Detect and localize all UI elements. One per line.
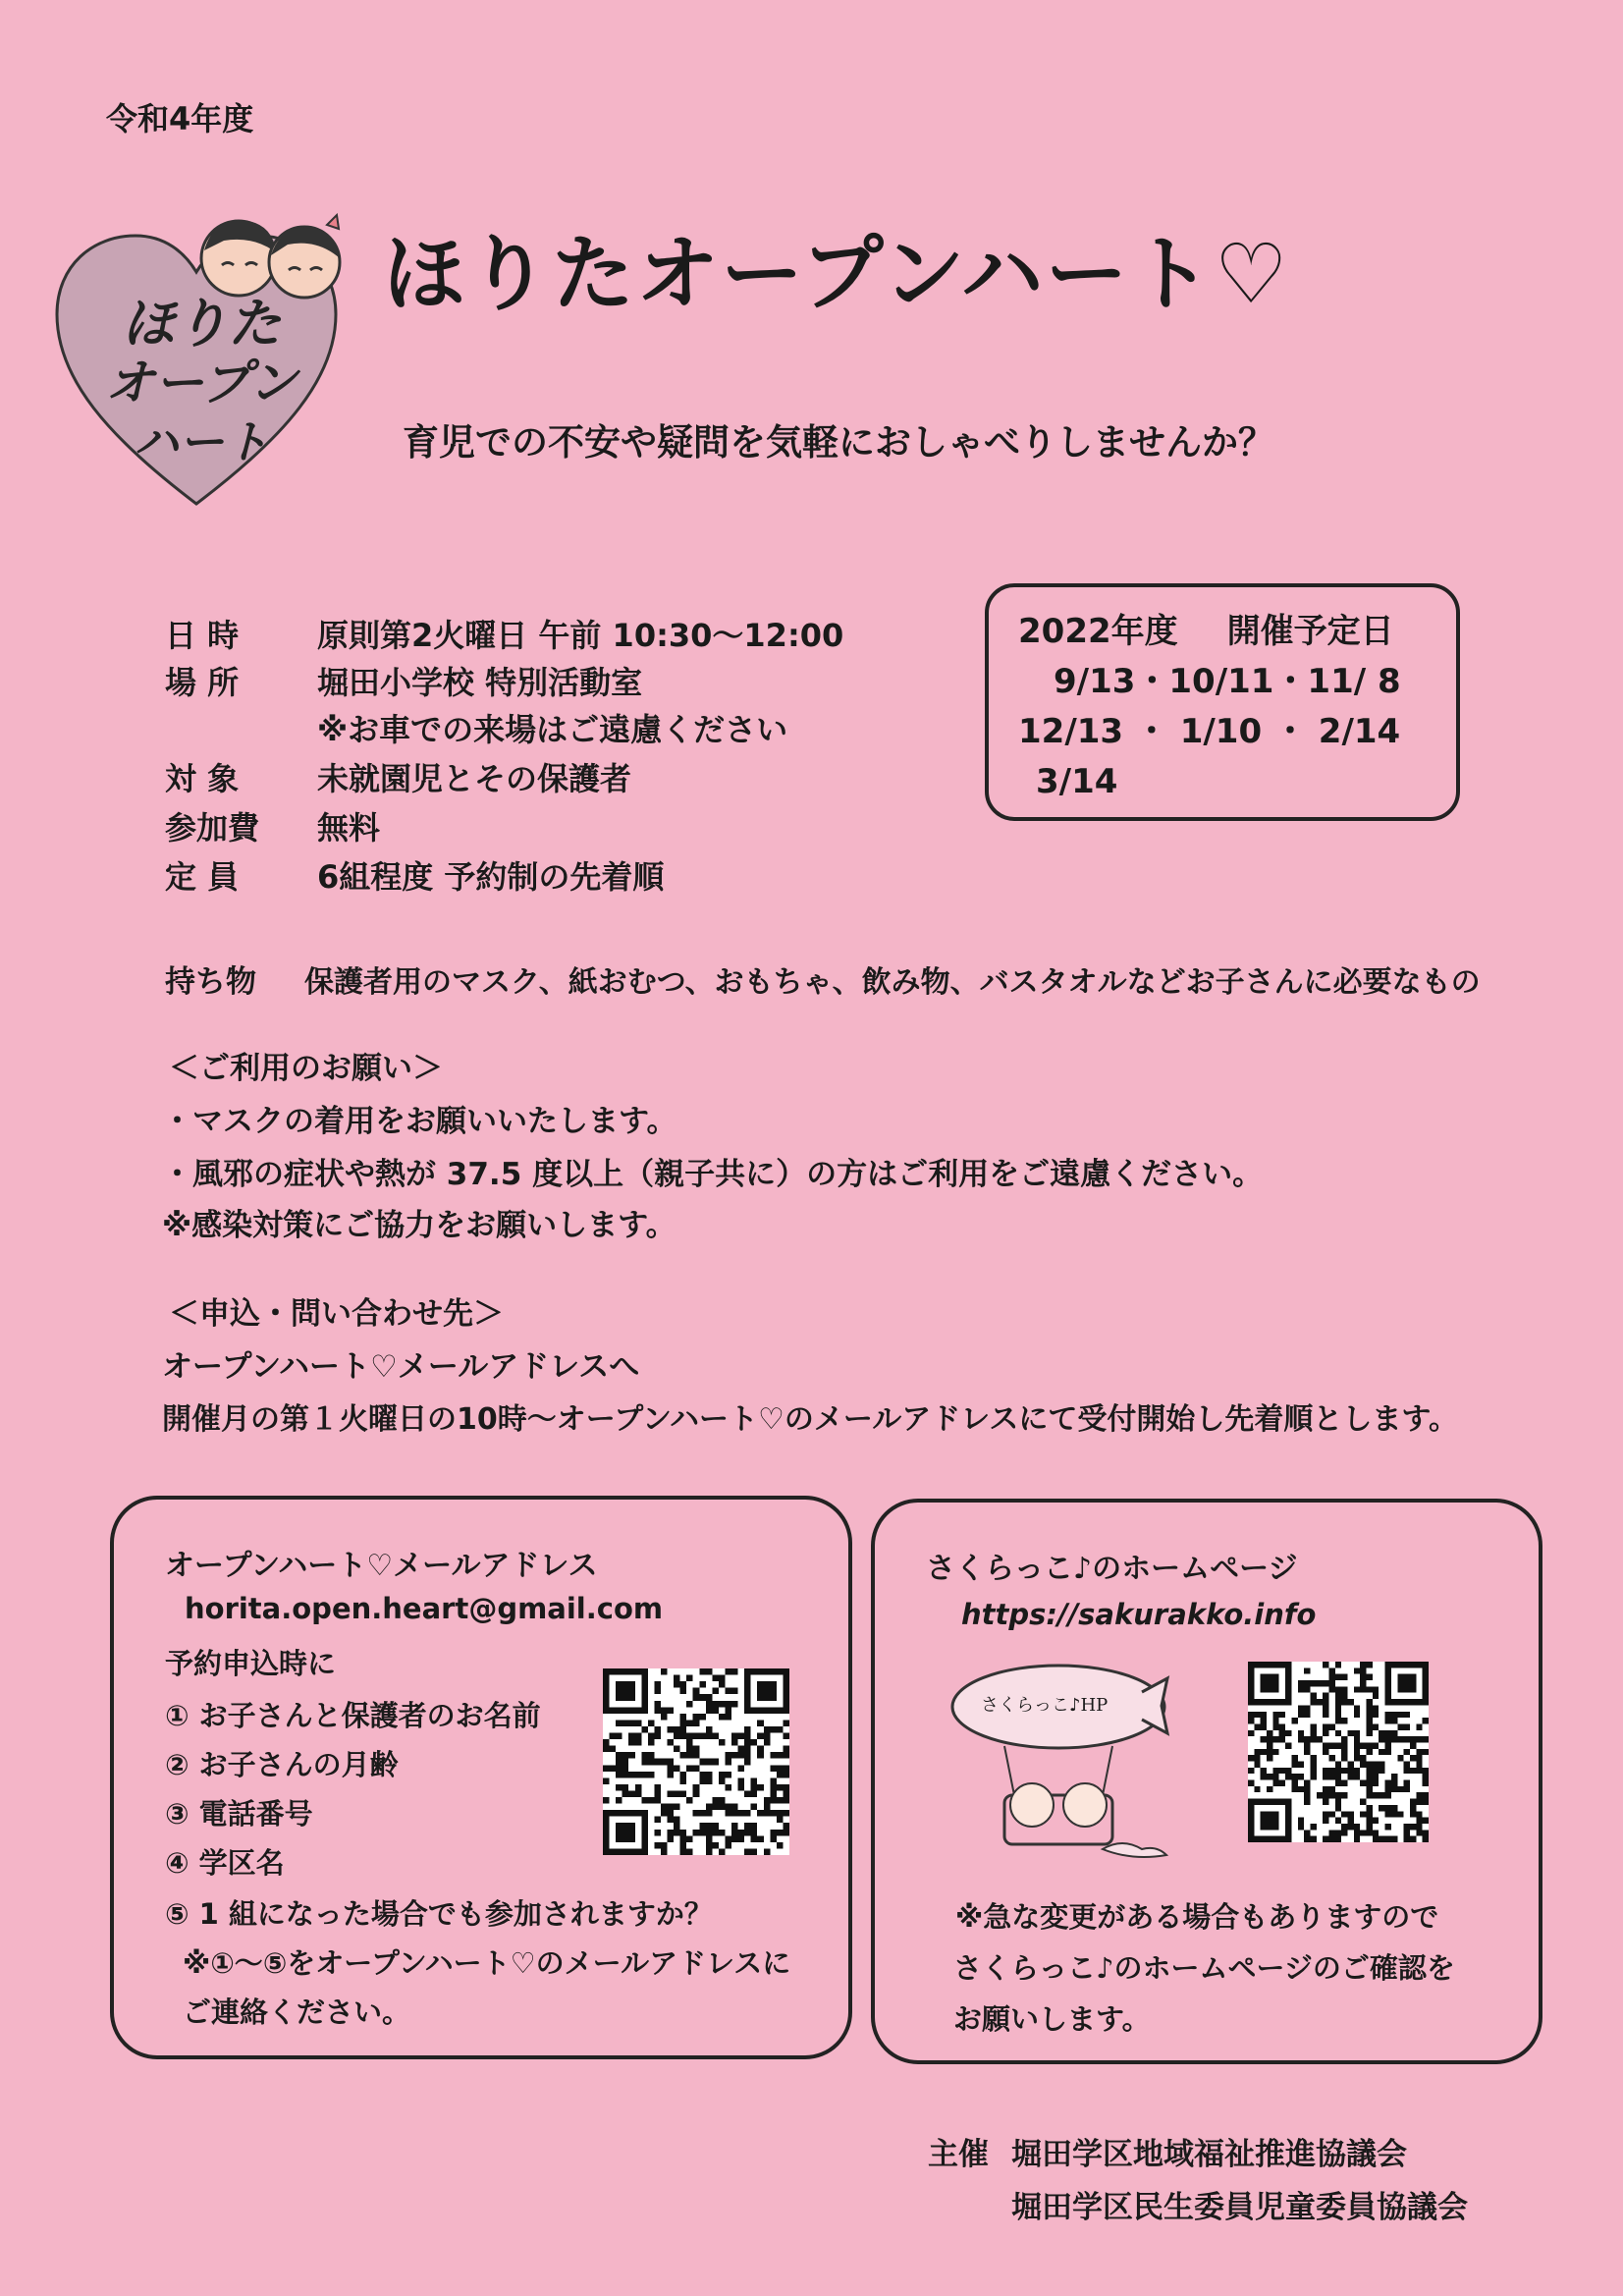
balloon-label: さくらっこ♪HP	[981, 1695, 1109, 1716]
info-label: 定 員	[165, 858, 240, 896]
info-label: 参加費	[165, 809, 260, 847]
info-value: 6組程度 予約制の先着順	[317, 858, 665, 896]
info-row-datetime	[165, 611, 843, 656]
page-subtitle: 育児での不安や疑問を気軽におしゃべりしませんか？	[403, 421, 1274, 464]
logo-line-2: オープン	[105, 355, 298, 411]
reserve-item-2: ② お子さんの月齢	[165, 1748, 399, 1781]
contact-heading: ＜申込・問い合わせ先＞	[169, 1296, 504, 1332]
reserve-item-4: ④ 学区名	[165, 1846, 285, 1880]
email-box-title: オープンハート♡メールアドレス	[165, 1549, 598, 1583]
note-item-1: ・マスクの着用をお願いいたします。	[162, 1104, 677, 1139]
info-value: 堀田小学校 特別活動室	[317, 664, 643, 701]
info-row-parking-note	[165, 705, 787, 750]
sponsor-label: 主催	[928, 2137, 989, 2172]
schedule-dates-3: 3/14	[1036, 762, 1118, 801]
balloon-illustration-icon	[946, 1648, 1171, 1884]
info-row-place	[165, 658, 642, 703]
belongings-value: 保護者用のマスク、紙おむつ、おもちゃ、飲み物、バスタオルなどお子さんに必要なもの	[304, 965, 1481, 1000]
info-row-capacity	[165, 852, 664, 898]
note-item-3: ※感染対策にご協力をお願いします。	[162, 1208, 676, 1243]
reserve-item-3: ③ 電話番号	[165, 1797, 313, 1831]
homepage-url[interactable]: https://sakurakko.info	[961, 1598, 1317, 1631]
homepage-qr-code-icon[interactable]	[1248, 1662, 1429, 1842]
schedule-heading: 開催予定日	[1226, 612, 1394, 651]
reserve-note-1: ※①～⑤をオープンハート♡のメールアドレスに	[183, 1946, 791, 1980]
logo-line-1: ほりた	[122, 293, 281, 355]
reserve-item-5: ⑤ 1 組になった場合でも参加されますか？	[165, 1897, 713, 1931]
info-row-target	[165, 754, 631, 799]
reserve-item-1: ① お子さんと保護者のお名前	[165, 1699, 541, 1732]
fiscal-year: 令和4年度	[106, 100, 254, 137]
note-item-2: ・風邪の症状や熱が 37.5 度以上（親子共に）の方はご利用をご遠慮ください。	[162, 1157, 1264, 1192]
schedule-dates-1: 9/13・10/11・11/ 8	[1054, 662, 1401, 701]
homepage-note-3: お願いします。	[953, 2002, 1151, 2036]
reserve-note-2: ご連絡ください。	[183, 1995, 411, 2029]
info-value: 未就園児とその保護者	[317, 760, 632, 797]
info-value: ※お車での来場はご遠慮ください	[317, 711, 788, 748]
email-address[interactable]: horita.open.heart@gmail.com	[185, 1592, 664, 1625]
contact-line-1: オープンハート♡メールアドレスへ	[162, 1349, 640, 1385]
info-label: 場 所	[165, 664, 240, 701]
belongings	[165, 957, 1481, 1001]
homepage-box	[871, 1499, 1542, 2064]
info-value: 原則第2火曜日 午前 10:30～12:00	[317, 617, 844, 654]
homepage-note-2: さくらっこ♪のホームページのご確認を	[953, 1951, 1455, 1985]
belongings-label: 持ち物	[165, 964, 256, 1000]
info-value: 無料	[317, 809, 381, 847]
schedule-year: 2022年度	[1018, 612, 1178, 651]
schedule-box	[985, 583, 1460, 821]
info-row-fee	[165, 803, 380, 848]
reserve-intro: 予約申込時に	[165, 1647, 337, 1680]
logo-line-3: ハート	[134, 415, 269, 468]
schedule-dates-2: 12/13 ・ 1/10 ・ 2/14	[1018, 712, 1401, 751]
email-box	[110, 1496, 852, 2059]
info-label: 対 象	[165, 760, 240, 797]
homepage-note-1: ※急な変更がある場合もありますので	[955, 1900, 1439, 1934]
logo-text	[83, 295, 319, 471]
email-qr-code-icon[interactable]	[603, 1668, 789, 1855]
homepage-box-title: さくらっこ♪のホームページ	[926, 1552, 1298, 1586]
notes-heading: ＜ご利用のお願い＞	[169, 1051, 443, 1086]
info-label: 日 時	[165, 617, 240, 654]
sponsor-org-1: 堀田学区地域福祉推進協議会	[1011, 2137, 1407, 2172]
sponsor-org-2: 堀田学区民生委員児童委員協議会	[1011, 2190, 1468, 2225]
contact-line-2: 開催月の第１火曜日の10時～オープンハート♡のメールアドレスにて受付開始し先着順とします。	[162, 1402, 1458, 1437]
children-faces-icon	[194, 211, 352, 300]
page-title: ほりたオープンハート♡	[383, 226, 1290, 322]
